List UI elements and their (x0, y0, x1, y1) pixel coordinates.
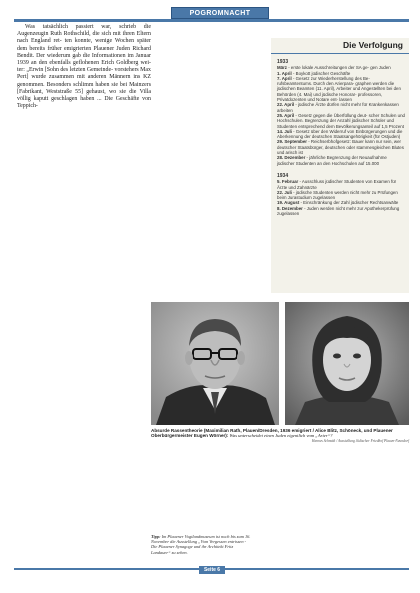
timeline-date: 5. Februar (277, 179, 299, 185)
photo-credit: Hannes Schmidt / Ausstellung Jüdischer Friedhof Plauen-Neundorf (311, 439, 409, 443)
timeline-text: - jährliche Begrenzung der Neuaufnahme jüdischer Studenten an den Hochschulen auf 15.000 (277, 155, 387, 166)
timeline-date: 19. August (277, 200, 300, 206)
timeline-text: - jüdische Studenten werden nicht mehr zu Prüfungen beim Jurastudium zugelassen (277, 189, 398, 201)
timeline-date: 29. September (277, 139, 308, 145)
timeline-entry (277, 113, 405, 129)
article-column (17, 24, 151, 110)
tip-note (151, 534, 251, 555)
caption-italic: Was unterscheidet einen Juden eigentlich vom „Arier“? (228, 433, 333, 439)
timeline-body (277, 58, 405, 216)
timeline-date: 22. April (277, 102, 295, 108)
portrait-photo-man (151, 302, 279, 425)
tip-text: Im Plauener Vogtlandmuseum ist noch bis zum 16. November die Ausstellung „Vom Vergessen entrissen - Die Plauener Synagoge und ihr Architekt Fritz Landauer“ zu sehen. (151, 534, 251, 555)
timeline-text: - jüdische Ärzte dürfen nicht mehr für Krankenkassen arbeiten (277, 102, 399, 113)
timeline-date: März (277, 65, 288, 71)
timeline-entry (277, 190, 405, 201)
timeline-entry (277, 129, 405, 140)
timeline-entry (277, 179, 405, 190)
timeline-text: - Gesetz gegen die Überfüllung deut- scher Schulen und Hochschulen. Begrenzung der Anzahl jüdischer Schüler und Studenten entsprechend dem Bevölkerungsanteil auf 1,5 Prozent (277, 112, 405, 129)
timeline-text: - Einschränkung der Zahl jüdischer Rechtsanwälte (299, 200, 399, 206)
timeline-entry (277, 139, 405, 155)
portrait-photo-woman (285, 302, 409, 425)
page-number: Seite 6 (203, 567, 221, 573)
section-header (171, 7, 269, 19)
timeline-text: - Gesetz zur Wiederherstellung des Be- rufsbeamtentums. Durch den Arierpara- graphen werden die jüdischen Beamten (11. April), Arbeiter und Angestellten bei den Behörden (4. Mai) und jüdische Honorar- professoren, Privatdozenten und Notare ent- lassen (277, 75, 401, 103)
timeline-text: - Juden werden nicht mehr zur Apothekerprüfung zugelassen (277, 205, 400, 217)
timeline-entry (277, 76, 405, 102)
article-paragraph: Was tatsächlich passiert war, schrieb die Augenzeugin Ruth Rothschild, die sich mit ihren Eltern nach England ret- ten konnte, wenige Wochen später dem bereits früher emigrierten Plauener Juden Richard Bendit. Der wiederum gab die Informationen im Januar 1939 an den ebenfalls geflohenen Erich Goldberg wei- ter: „Erwin [Sohn des letzten Gemeinde- vorstehers Max Pert] wurde zusammen mit anderen Männern ins KZ genommen. Besonders schlimm haben sie bei Mainzers [Fabrikant, Weststraße 55] gehaust, wo sie die Villa völlig kaputt geschlagen haben ... Die Geschäfte von Teppich- (17, 24, 151, 110)
timeline-list-1934 (277, 179, 405, 216)
timeline-date: 14. Juli (277, 128, 292, 134)
timeline-text: - Ausschluss jüdischer Studenten von Examen für Ärzte und Zahnärzte (277, 179, 397, 190)
timeline-text: - Boykott jüdischer Geschäfte (291, 70, 351, 76)
timeline-box (271, 38, 409, 293)
timeline-date: 7. April (277, 75, 292, 81)
timeline-date: 1. April (277, 70, 292, 76)
caption-bold: Absurde Rassentheorie (Maximilian Rath, Plauen/Dresden, 1936 emigriert / Alice Blitz, Schöneck, und Plauener Oberbürgermeister Eugen Wörner): (151, 428, 393, 439)
timeline-text: - erste lokale Ausschreitungen der SA ge- gen Juden (287, 65, 391, 71)
timeline-text: - Gesetz über den Widerruf von Einbürgerungen und die Aberkennung der deutschen Staatsangehörigkeit (für Ostjuden) (277, 128, 403, 140)
timeline-title: Die Verfolgung (271, 40, 409, 54)
year-heading: 1934 (277, 172, 289, 179)
timeline-entry (277, 206, 405, 217)
timeline-text: - Reichserbhofgesetz: Bauer kann nur sein, wer deutscher Staatsbürger, deutschen oder stammesgleichen Blutes und arisch ist (277, 139, 404, 156)
section-title: POGROMNACHT (189, 9, 251, 17)
year-heading: 1933 (277, 59, 289, 65)
timeline-entry (277, 102, 405, 113)
timeline-entry (277, 155, 405, 166)
page-number-badge (199, 566, 225, 574)
tip-label: Tipp: (151, 534, 161, 539)
timeline-list-1933 (277, 65, 405, 166)
timeline-date: 28. Dezember (277, 155, 306, 161)
timeline-date: 8. Dezember (277, 205, 303, 211)
timeline-date: 22. Juli (277, 189, 292, 195)
header-rule (14, 19, 409, 22)
timeline-date: 25. April (277, 112, 295, 118)
photo-caption (151, 428, 409, 439)
